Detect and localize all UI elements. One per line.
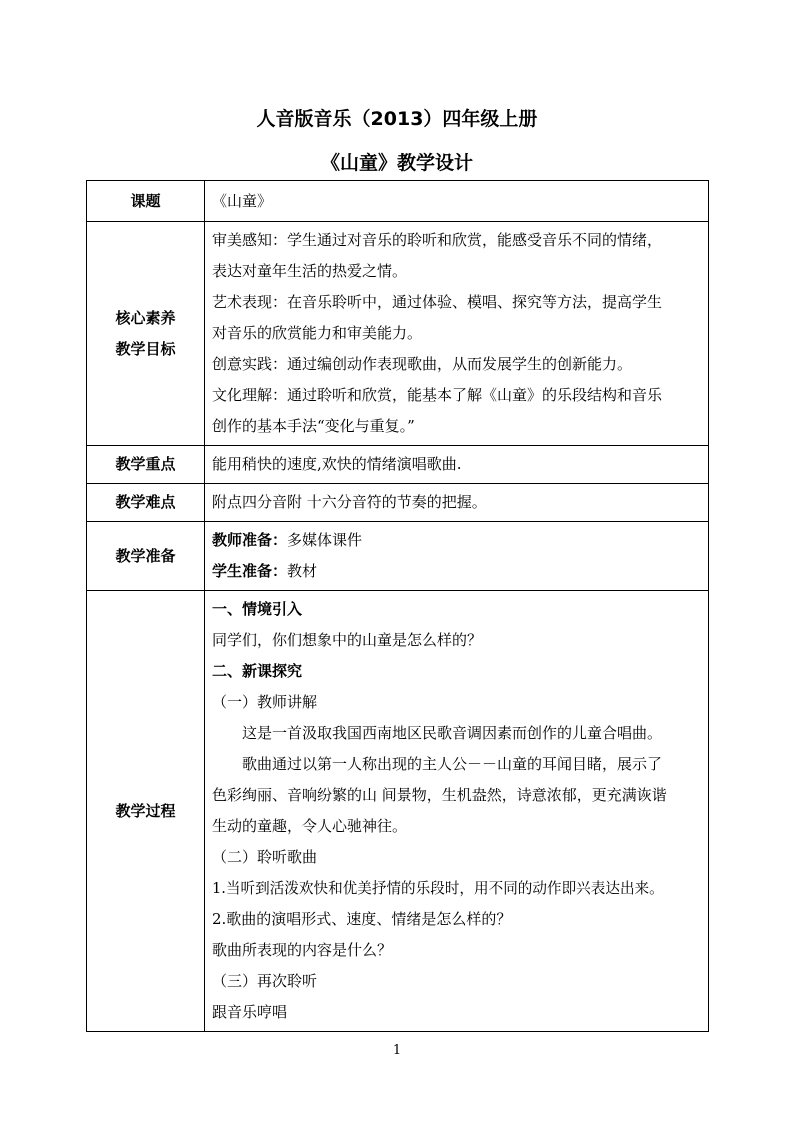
- goals-line: 审美感知：学生通过对音乐的聆听和欣赏，能感受音乐不同的情绪，: [212, 231, 663, 249]
- process-subheading: （一）教师讲解: [212, 693, 318, 711]
- process-line: 歌曲所表现的内容是什么？: [212, 941, 393, 959]
- process-line: 生动的童趣，令人心驰神往。: [212, 817, 408, 835]
- page-number: 1: [392, 1043, 402, 1058]
- table-row-preparation: [87, 522, 709, 591]
- student-preparation: [212, 556, 702, 587]
- process-content: [205, 591, 709, 1032]
- process-line: 歌曲通过以第一人称出现的主人公－－山童的耳闻目睹，展示了: [242, 755, 663, 773]
- student-preparation-label: 学生准备：: [212, 562, 288, 580]
- table-row-goals: [87, 222, 709, 446]
- process-line: 跟音乐哼唱: [212, 1003, 288, 1021]
- lesson-plan-table: [86, 180, 709, 1032]
- process-line: 这是一首汲取我国西南地区民歌音调因素而创作的儿童合唱曲。: [242, 724, 663, 742]
- preparation-label: 教学准备: [87, 522, 205, 591]
- goals-line: 对音乐的欣赏能力和审美能力。: [212, 324, 423, 342]
- student-preparation-value: 教材: [287, 562, 318, 580]
- process-label: 教学过程: [87, 591, 205, 1032]
- goals-label-line1: 核心素养: [115, 308, 176, 327]
- goals-label: [87, 222, 205, 446]
- process-subheading: （三）再次聆听: [212, 972, 318, 990]
- goals-line: 艺术表现：在音乐聆听中，通过体验、模唱、探究等方法，提高学生: [212, 293, 663, 311]
- process-line: 1.当听到活泼欢快和优美抒情的乐段时，用不同的动作即兴表达出来。: [212, 880, 664, 897]
- difficulty-text: 附点四分音附 十六分音符的节奏的把握。: [212, 493, 487, 511]
- document-title: 人音版音乐（2013）四年级上册: [256, 108, 538, 130]
- table-row-topic: [87, 181, 709, 222]
- table-row-process: [87, 591, 709, 1032]
- process-section-heading: 二、新课探究: [212, 662, 303, 680]
- process-line: 同学们，你们想象中的山童是怎么样的？: [212, 631, 483, 649]
- goals-line: 文化理解：通过聆听和欣赏，能基本了解《山童》的乐段结构和音乐: [212, 386, 663, 404]
- teacher-preparation-value: 多媒体课件: [287, 531, 363, 549]
- topic-label: 课题: [87, 181, 205, 222]
- key-point-label: 教学重点: [87, 446, 205, 484]
- process-line: 色彩绚丽、音响纷繁的山 间景物，生机盎然，诗意浓郁，更充满诙谐: [212, 786, 667, 804]
- preparation-content: [205, 522, 709, 591]
- table-row-key-point: [87, 446, 709, 484]
- teacher-preparation-label: 教师准备：: [212, 531, 288, 549]
- goals-line: 表达对童年生活的热爱之情。: [212, 262, 408, 280]
- key-point-value: [205, 446, 709, 484]
- goals-content: [205, 222, 709, 446]
- key-point-text: 能用稍快的速度,欢快的情绪演唱歌曲.: [212, 455, 462, 473]
- goals-label-line2: 教学目标: [115, 339, 176, 358]
- process-line: 2.歌曲的演唱形式、速度、情绪是怎么样的？: [212, 910, 512, 928]
- goals-line: 创意实践：通过编创动作表现歌曲，从而发展学生的创新能力。: [212, 355, 633, 373]
- process-subheading: （二）聆听歌曲: [212, 848, 318, 866]
- difficulty-label: 教学难点: [87, 484, 205, 522]
- table-row-difficulty: [87, 484, 709, 522]
- topic-text: 《山童》: [212, 191, 273, 210]
- difficulty-value: [205, 484, 709, 522]
- goals-line: 创作的基本手法“变化与重复。”: [212, 417, 415, 435]
- topic-value: [205, 181, 709, 222]
- teacher-preparation: [212, 525, 702, 556]
- document-subtitle: 《山童》教学设计: [320, 152, 473, 174]
- process-section-heading: 一、情境引入: [212, 600, 303, 618]
